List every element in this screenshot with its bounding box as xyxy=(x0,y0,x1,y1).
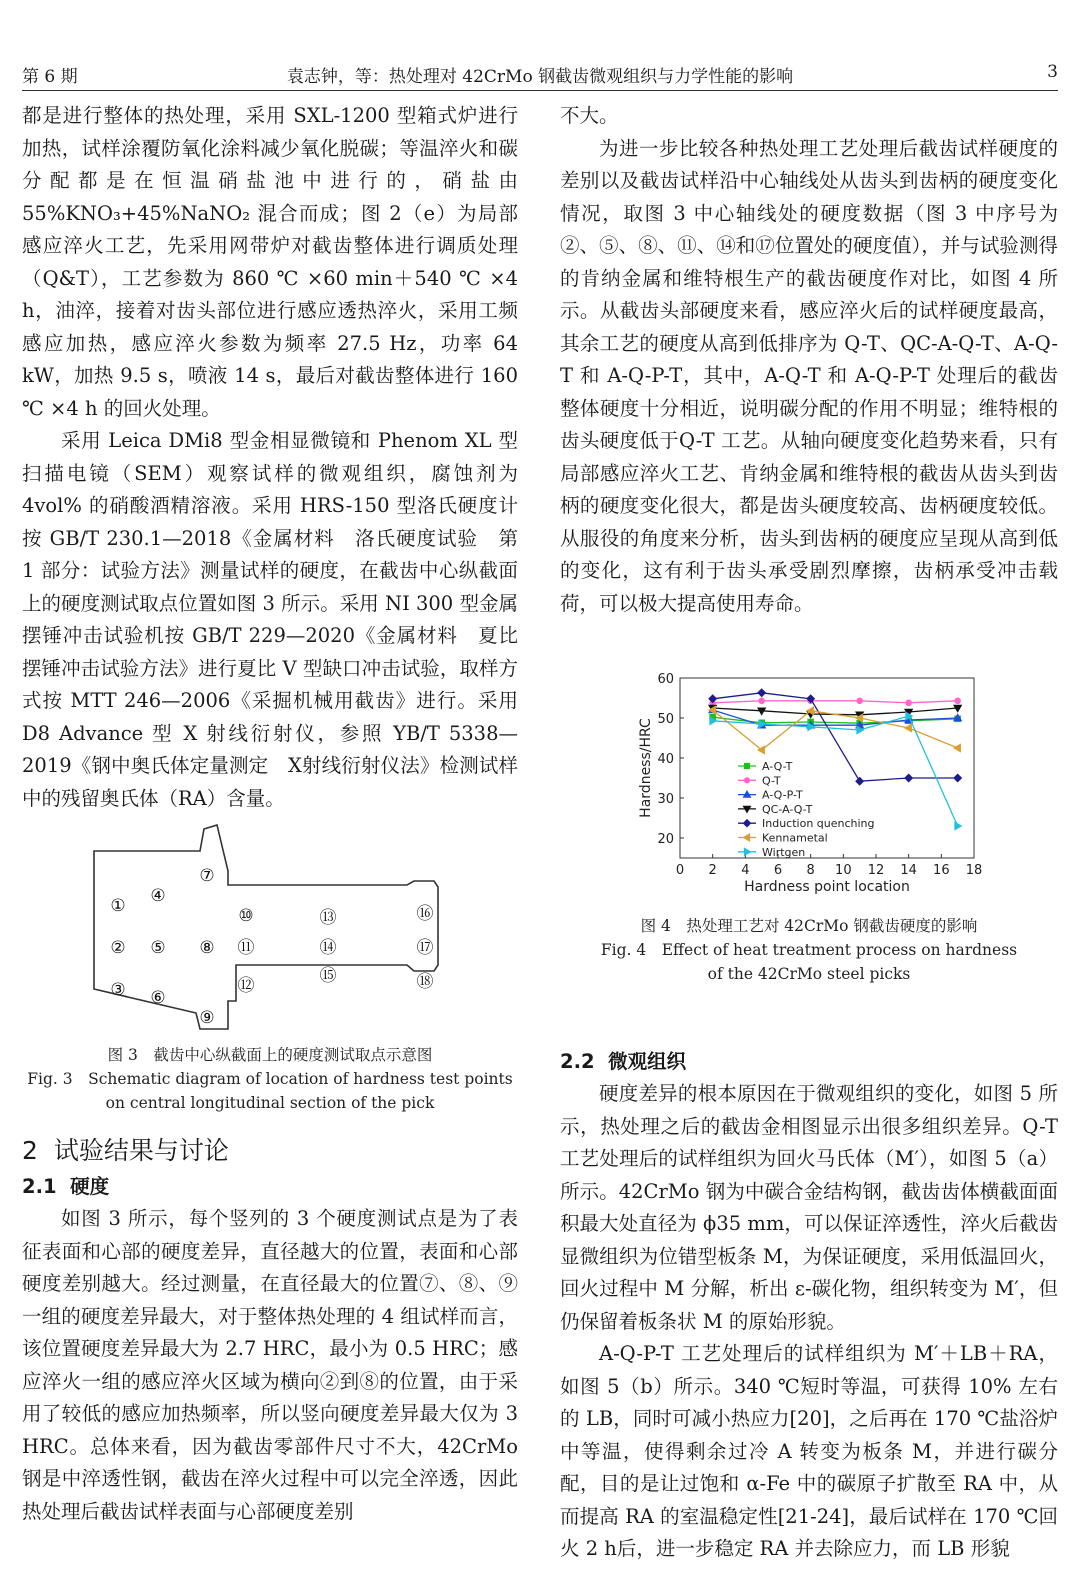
x-tick-label: 12 xyxy=(867,863,885,878)
section-title: 硬度 xyxy=(70,1175,110,1198)
series-line xyxy=(713,701,958,703)
x-tick-label: 0 xyxy=(675,863,685,878)
section-2-heading xyxy=(22,1131,518,1171)
x-tick-label: 16 xyxy=(933,863,950,878)
section-title: 试验结果与讨论 xyxy=(53,1136,229,1165)
x-axis-label: Hardness point location xyxy=(744,879,910,895)
x-tick-label: 18 xyxy=(965,863,983,878)
legend-marker xyxy=(744,778,749,783)
y-tick-label: 20 xyxy=(657,832,674,847)
paragraph: 不大。 xyxy=(560,104,619,127)
section-number: 2.1 xyxy=(22,1175,57,1198)
point-13: ⑬ xyxy=(319,908,337,928)
running-header xyxy=(22,62,1058,92)
caption-en: on central longitudinal section of the pick xyxy=(105,1094,435,1112)
section-number: 2 xyxy=(22,1136,38,1165)
paragraph: 都是进行整体的热处理，采用 SXL-1200 型箱式炉进行加热，试样涂覆防氧化涂料减少氧化脱碳；等温淬火和碳分配都是在恒温硝盐池中进行的，硝盐由55%KNO₃+45%NaNO₂ 混合而成；图 2（e）为局部感应淬火工艺，先采用网带炉对截齿整体进行调质处理（Q&T），工艺参数为 860 ℃ ×60 min＋540 ℃ ×4 h，油淬，接着对齿头部位进行感应透热淬火，采用工频感应加热，感应淬火参数为频率 27.5 Hz，功率 64 kW，加热 9.5 s，喷液 14 s，最后对截齿整体进行 160 ℃ ×4 h 的回火处理。 xyxy=(22,104,518,420)
pick-schematic xyxy=(22,823,518,1035)
series-line xyxy=(713,717,958,723)
paragraph: 硬度差异的根本原因在于微观组织的变化，如图 5 所示，热处理之后的截齿金相图显示出很多组织差异。Q-T 工艺处理后的试样组织为回火马氏体（M′），如图 5（a）所示。42CrMo 钢为中碳合金结构钢，截齿齿体横截面面积最大处直径为 ϕ35 mm，可以保证淬透性，淬火后截齿显微组织为位错型板条 M，为保证硬度，采用低温回火，回火过程中 M 分解，析出 ε-碳化物，组织转变为 M′，但仍保留着板条状 M 的原始形貌。 xyxy=(560,1082,1058,1333)
section-2-1-heading xyxy=(22,1171,518,1203)
data-point xyxy=(955,698,961,704)
data-point xyxy=(905,774,913,782)
data-point xyxy=(759,698,765,704)
caption-en: of the 42CrMo steel picks xyxy=(707,965,911,983)
point-5: ⑤ xyxy=(150,938,166,958)
x-tick-label: 14 xyxy=(900,863,917,878)
page-number: 3 xyxy=(1047,62,1058,82)
issue-number: 第 6 期 xyxy=(22,67,78,87)
legend-label: QC-A-Q-T xyxy=(762,802,813,816)
section-number: 2.2 xyxy=(560,1050,595,1073)
caption-en: Fig. 3 Schematic diagram of location of hardness test points xyxy=(27,1070,513,1088)
x-tick-label: 6 xyxy=(773,863,783,878)
point-18: ⑱ xyxy=(416,972,434,992)
y-tick-label: 40 xyxy=(657,752,674,767)
y-axis-label: Hardness/HRC xyxy=(638,718,654,818)
section-title: 微观组织 xyxy=(608,1050,687,1073)
legend-label: A-Q-T xyxy=(762,760,793,773)
legend-marker xyxy=(743,834,749,841)
paragraph: A-Q-P-T 工艺处理后的试样组织为 M′＋LB＋RA，如图 5（b）所示。340 ℃短时等温，可获得 10% 左右的 LB，同时可减小热应力[20]，之后再在 170 ℃盐浴炉中等温，使得剩余过冷 A 转变为板条 M，并进行碳分配，目的是让过饱和 α-Fe 中的碳原子扩散至 RA 中，从而提高 RA 的室温稳定性[21-24]，最后试样在 170 ℃回火 2 h后，进一步稳定 RA 并去除应力，而 LB 形貌 xyxy=(560,1342,1058,1560)
point-8: ⑧ xyxy=(199,938,215,958)
x-tick-label: 2 xyxy=(708,863,717,878)
legend-label: Kennametal xyxy=(762,831,828,845)
data-point xyxy=(906,700,912,706)
section-2-2-heading xyxy=(560,1046,1058,1078)
point-15: ⑮ xyxy=(319,966,337,986)
right-column-top xyxy=(560,100,1058,620)
caption-cn: 图 3 截齿中心纵截面上的硬度测试取点示意图 xyxy=(107,1046,433,1064)
y-tick-label: 60 xyxy=(657,672,674,687)
data-point xyxy=(954,774,962,782)
point-14: ⑭ xyxy=(319,938,337,958)
point-16: ⑯ xyxy=(416,904,434,924)
point-2: ② xyxy=(110,938,126,958)
legend-marker xyxy=(744,848,750,855)
data-point xyxy=(758,689,766,697)
point-6: ⑥ xyxy=(150,988,166,1008)
series-qc-a-q-t xyxy=(709,705,962,718)
point-12: ⑫ xyxy=(237,976,255,996)
legend-label: Wirtgen xyxy=(762,845,806,859)
legend-label: Induction quenching xyxy=(762,817,875,831)
legend-label: A-Q-P-T xyxy=(762,788,803,802)
point-1: ① xyxy=(110,896,126,916)
caption-en: Fig. 4 Effect of heat treatment process on hardness xyxy=(600,941,1018,959)
point-17: ⑰ xyxy=(416,938,434,958)
paragraph: 如图 3 所示，每个竖列的 3 个硬度测试点是为了表征表面和心部的硬度差异，直径越大的位置，表面和心部硬度差别越大。经过测量，在直径最大的位置⑦、⑧、⑨一组的硬度差异最大，对于整体热处理的 4 组试样而言，该位置硬度差异最大为 2.7 HRC，最小为 0.5 HRC；感应淬火一组的感应淬火区域为横向②到⑧的位置，由于采用了较低的感应加热频率，所以竖向硬度差异最大仅为 3 HRC。总体来看，因为截齿零部件尺寸不大，42CrMo 钢是中淬透性钢，截齿在淬火过程中可以完全淬透，因此热处理后截齿试样表面与心部硬度差别 xyxy=(22,1207,518,1523)
left-column xyxy=(22,100,518,1528)
data-point xyxy=(955,822,962,830)
paragraph: 为进一步比较各种热处理工艺处理后截齿试样硬度的差别以及截齿试样沿中心轴线处从齿头到齿柄的硬度变化情况，取图 3 中心轴线处的硬度数据（图 3 中序号为②、⑤、⑧、⑪、⑭和⑰位置处的硬度值），并与试验测得的肯纳金属和维特根生产的截齿硬度作对比，如图 4 所示。从截齿头部硬度来看，感应淬火后的试样硬度最高，其余工艺的硬度从高到低排序为 Q-T、QC-A-Q-T、A-Q-T 和 A-Q-P-T，其中，A-Q-T 和 A-Q-P-T 处理后的截齿整体硬度十分相近，说明碳分配的作用不明显；维特根的齿头硬度低于Q-T 工艺。从轴向硬度变化趋势来看，只有局部感应淬火工艺、肯纳金属和维特根的截齿从齿头到齿柄的硬度变化很大，都是齿头硬度较高、齿柄硬度较低。从服役的角度来分析，齿头到齿柄的硬度应呈现从高到低的变化，这有利于齿头承受剧烈摩擦，齿柄承受冲击载荷，可以极大提高使用寿命。 xyxy=(560,136,1058,615)
x-tick-label: 4 xyxy=(741,863,750,878)
data-point xyxy=(905,724,912,732)
series-q-t xyxy=(710,698,961,706)
data-point xyxy=(856,777,864,785)
y-tick-label: 30 xyxy=(657,792,674,807)
pick-outline xyxy=(94,825,438,1029)
figure-4 xyxy=(628,668,988,898)
hardness-chart xyxy=(628,668,988,898)
figure-4-caption xyxy=(560,914,1058,986)
point-9: ⑨ xyxy=(199,1008,215,1028)
figure-3-caption xyxy=(22,1043,518,1115)
point-3: ③ xyxy=(110,980,126,1000)
point-4: ④ xyxy=(150,886,166,906)
point-10: ⑩ xyxy=(238,906,254,926)
paragraph: 采用 Leica DMi8 型金相显微镜和 Phenom XL 型扫描电镜（SEM）观察试样的微观组织，腐蚀剂为 4vol% 的硝酸酒精溶液。采用 HRS-150 型洛氏硬度计按 GB/T 230.1—2018《金属材料 洛氏硬度试验 第 1 部分：试验方法》测量试样的硬度，在截齿中心纵截面上的硬度测试取点位置如图 3 所示。采用 NI 300 型金属摆锤冲击试验机按 GB/T 229—2020《金属材料 夏比摆锤冲击试验方法》进行夏比 V 型缺口冲击试验，取样方式按 MTT 246—2006《采掘机械用截齿》进行。采用 D8 Advance 型 X 射线衍射仪，参照 YB/T 5338—2019《钢中奥氏体定量测定 X射线衍射仪法》检测试样中的残留奥氏体（RA）含量。 xyxy=(22,429,518,810)
point-11: ⑪ xyxy=(237,938,255,958)
x-tick-label: 10 xyxy=(835,863,852,878)
y-tick-label: 50 xyxy=(657,712,674,727)
running-title: 袁志钟，等：热处理对 42CrMo 钢截齿微观组织与力学性能的影响 xyxy=(286,67,794,87)
x-tick-label: 8 xyxy=(806,863,815,878)
legend-marker xyxy=(744,763,749,768)
legend-label: Q-T xyxy=(762,774,781,788)
point-7: ⑦ xyxy=(199,866,215,886)
legend-marker xyxy=(743,820,750,827)
right-column-bottom xyxy=(560,1046,1058,1566)
figure-3 xyxy=(22,823,518,1035)
caption-cn: 图 4 热处理工艺对 42CrMo 钢截齿硬度的影响 xyxy=(640,917,978,935)
data-point xyxy=(954,744,961,752)
data-point xyxy=(857,698,863,704)
header-rule xyxy=(22,90,1058,91)
